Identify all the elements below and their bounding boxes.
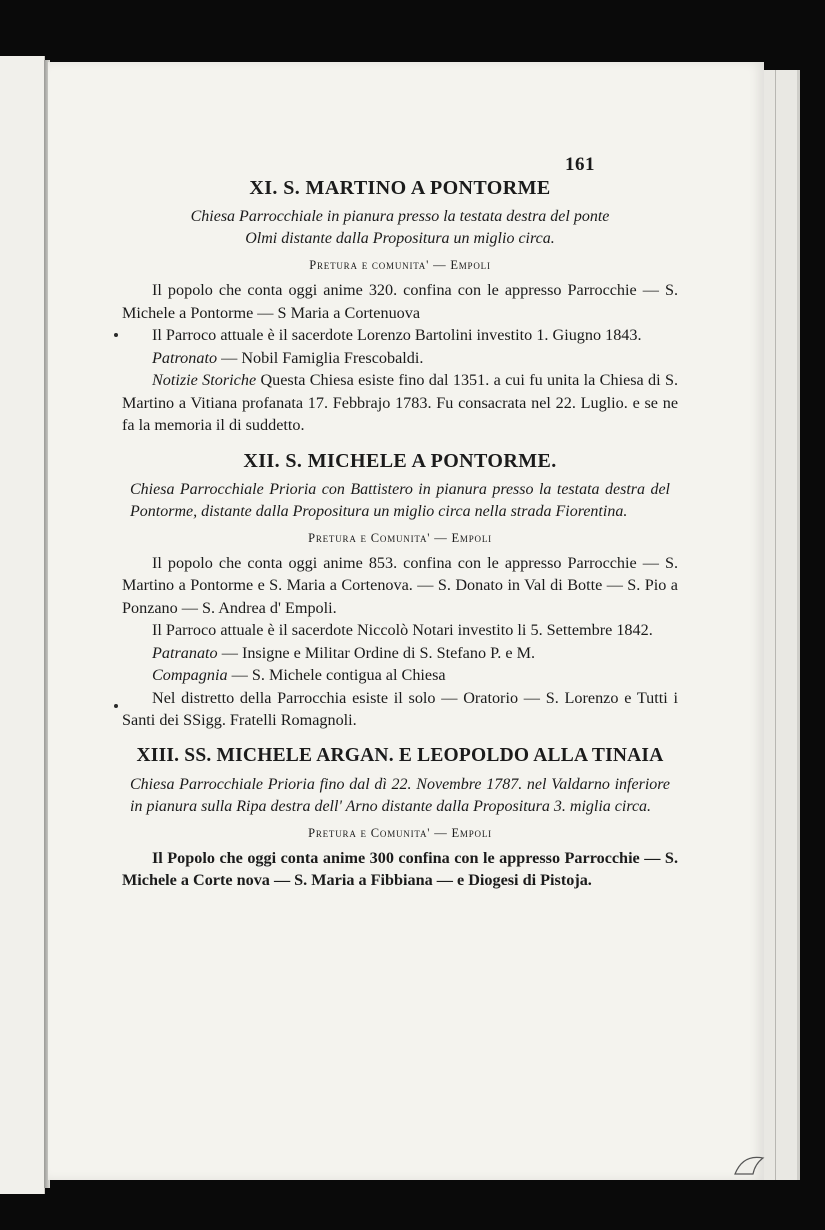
section-heading: XIII. SS. MICHELE ARGAN. E LEOPOLDO ALLA TINAIA (136, 744, 664, 766)
paragraph-label: Patranato (152, 643, 218, 662)
book-page (48, 62, 764, 1180)
pretura-line: Pretura e comunita' — Empoli (309, 258, 491, 272)
paragraph: Nel distretto della Parrocchia esiste il solo — Oratorio — S. Lorenzo e Tutti i Santi dei SSigg. Fratelli Romagnoli. (122, 688, 678, 729)
page-number: 161 (565, 154, 595, 175)
section-subtitle (122, 479, 678, 523)
subtitle-line: Chiesa Parrocchiale Prioria fino dal dì 22. Novembre 1787. nel Valdarno inferiore in pianura sulla Ripa destra dell' Arno distante dalla Propositura 3. miglia circa. (130, 775, 670, 815)
paragraph: Il Popolo che oggi conta animе 300 confina con le appresso Parrocchie — S. Michele a Corte nova — S. Maria a Fibbiana — e Diogesi di Pistoja. (122, 848, 678, 889)
section-heading: XI. S. MARTINO A PONTORME (249, 177, 551, 199)
section-xiii (122, 742, 678, 892)
ink-dot (114, 704, 118, 708)
section-xi (122, 174, 678, 437)
paragraph: Patronato — Nobil Famiglia Frescobaldi. (152, 348, 424, 367)
paragraph: Il Parroco attuale è il sacerdote Niccolò Notari investito li 5. Settembre 1842. (152, 621, 653, 639)
subtitle-line: Chiesa Parrocchiale in pianura presso la testata destra del ponte (190, 208, 610, 225)
page-content (122, 174, 678, 894)
paragraph: Compagnia — S. Michele contigua al Chiesa (152, 666, 446, 684)
section-xii (122, 447, 678, 732)
paragraph: Notizie Storiche Questa Chiesa esiste fino dal 1351. a cui fu unita la Chiesa di S. Martino a Vitiana profanata 17. Febbrajo 1783. Fu consacrata nel 22. Luglio. e se ne fa la memoria il di suddetto. (122, 371, 679, 434)
pretura-line: Pretura e Comunita' — Empoli (308, 530, 492, 545)
paragraph: Patranato — Insigne e Militar Ordine di S. Stefano P. e M. (152, 643, 536, 662)
pretura-line: Pretura e Comunita' — Empoli (308, 825, 492, 840)
paragraph-label: Patronato (152, 348, 218, 367)
subtitle-line: Chiesa Parrocchiale Prioria con Battistero in pianura presso la testata destra del Pontorme, distante dalla Propositura un miglio circa nella strada Fiorentina. (130, 480, 670, 520)
subtitle-line: Olmi distante dalla Propositura un miglio circa. (245, 230, 555, 247)
paragraph: Il popolo che conta oggi anime 853. confina con le appresso Parrocchie — S. Martino a Pontorme e S. Maria a Cortenova. — S. Donato in Val di Botte — S. Pio a Ponzano — S. Andrea d' Empoli. (122, 553, 678, 617)
paragraph: Il popolo che conta oggi anime 320. confina con le appresso Parrocchie — S. Michele a Pontorme — S Maria a Cortenuova (122, 281, 678, 322)
left-page-edge (0, 56, 45, 1194)
ink-dot (114, 333, 118, 337)
paragraph: Il Parroco attuale è il sacerdote Lorenzo Bartolini investito 1. Giugno 1843. (152, 326, 642, 344)
section-subtitle (122, 206, 678, 250)
paragraph-label: Notizie Storiche (152, 371, 257, 389)
paragraph-label: Compagnia (152, 666, 228, 684)
section-heading: XII. S. MICHELE A PONTORME. (243, 449, 557, 472)
page-curl-corner (733, 1150, 767, 1176)
section-subtitle (122, 774, 678, 818)
